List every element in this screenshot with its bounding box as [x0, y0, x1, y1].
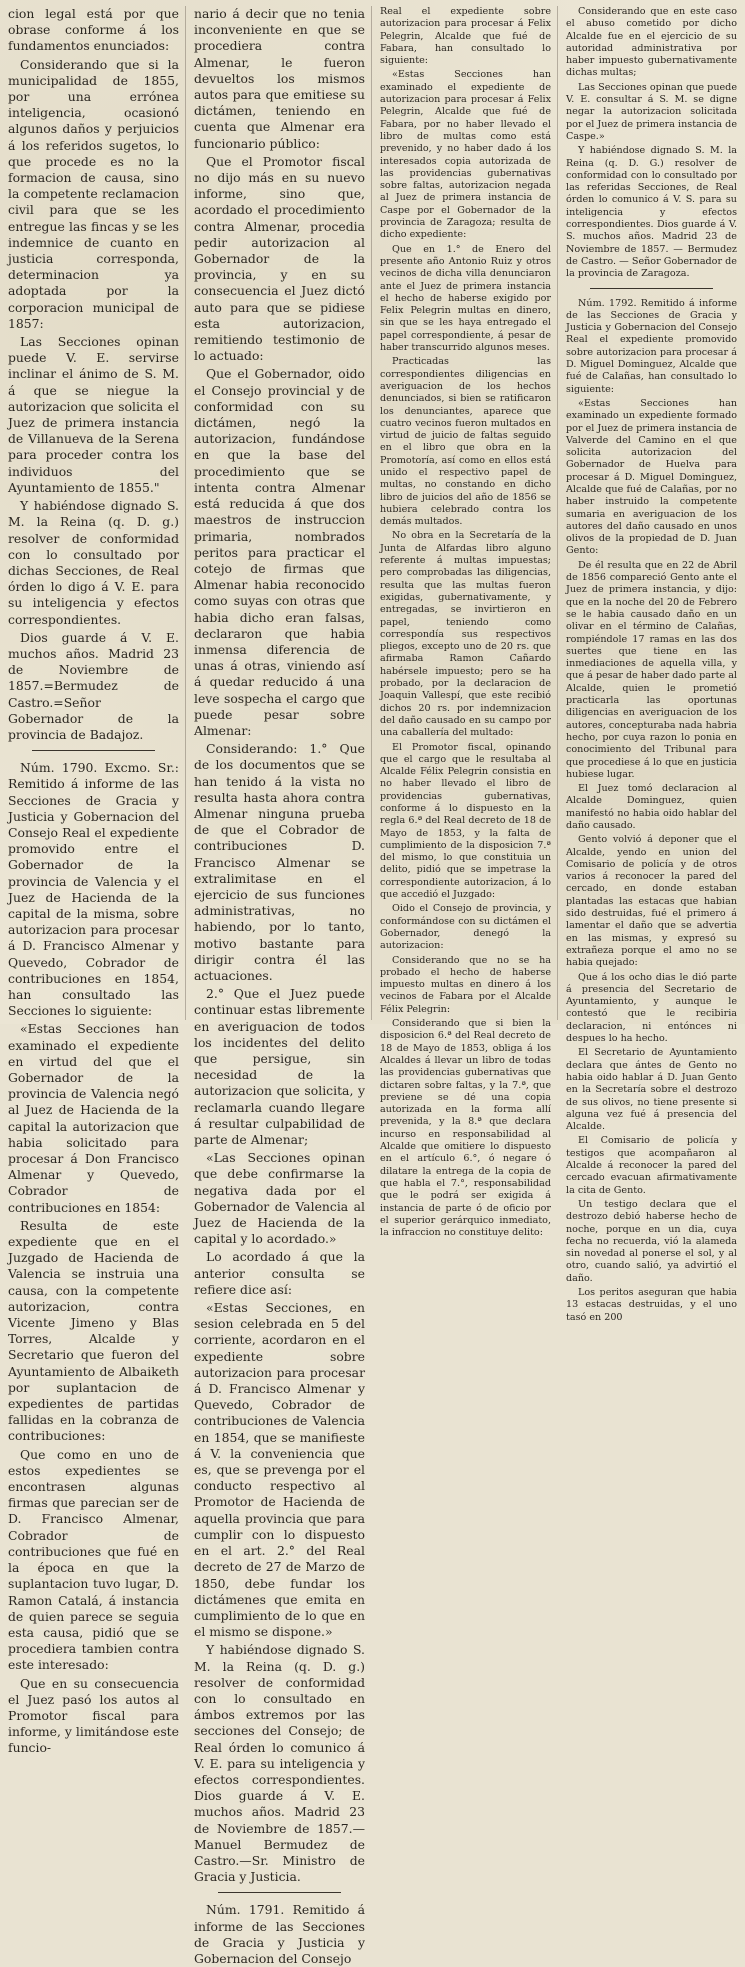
- paragraph: Núm. 1792. Remitido á informe de las Secciones de Gracia y Justicia y Gobernacion del Consejo Real el expediente promovido sobre autorizacion para procesar á D. Miguel Dominguez, Alcalde que fué de Calañas, han consultado lo siguiente:: [566, 297, 737, 395]
- paragraph: cion legal está por que obrase conforme á los fundamentos enunciados:: [8, 6, 179, 54]
- paragraph: Que en 1.° de Enero del presente año Antonio Ruiz y otros vecinos de dicha villa denunciaron ante el Juez de primera instancia el hecho de haberse exigido por Felix Pelegrin multas en dinero, sin que se les haya entregado el papel correspondiente, á pesar de haber transcurrido algunos meses.: [380, 243, 551, 354]
- paragraph: Que el Gobernador, oido el Consejo provincial y de conformidad con su dictámen, negó la autorizacion, fundándose en que la base del procedimiento que se intenta contra Almenar está reducida á que dos maestros de instruccion primaria, nombrados peritos para practicar el cotejo de firmas que Almenar habia reconocido como suyas con otras que habia dicho eran falsas, declararon que habia inmensa diferencia de unas á otras, viniendo así á quedar reducido á una leve sospecha el cargo que puede pesar sobre Almenar:: [194, 366, 365, 738]
- paragraph: Gento volvió á deponer que el Alcalde, yendo en union del Comisario de policía y de otros varios á reconocer la pared del cercado, en donde estaban plantadas las estacas que habian sido destruidas, fué el primero á lamentar el daño que se advertia en las mismas, y expresó su extrañeza porque el amo no se habia quejado:: [566, 834, 737, 969]
- paragraph: Resulta de este expediente que en el Juzgado de Hacienda de Valencia se instruia una causa, con la competente autorizacion, contra Vicente Jimeno y Blas Torres, Alcalde y Secretario que fueron del Ayuntamiento de Albaiketh por suplantacion de expedientes de partidas fallidas en la cobranza de contribuciones:: [8, 1217, 179, 1444]
- paragraph: Dios guarde á V. E. muchos años. Madrid 23 de Noviembre de 1857.=Bermudez de Castro.=Señor Gobernador de la provincia de Badajoz.: [8, 629, 179, 742]
- paragraph: Lo acordado á que la anterior consulta se refiere dice así:: [194, 1249, 365, 1297]
- paragraph: El Secretario de Ayuntamiento declara que ántes de Gento no habia oido hablar á D. Juan Gento en la Secretaría sobre el destrozo de sus olivos, no tiene presente si alguna vez fué á presencia del Alcalde.: [566, 1047, 737, 1133]
- paragraph: «Estas Secciones han examinado un expediente formado por el Juez de primera instancia de Valverde del Camino en el que solicita autorizacion del Gobernador de Huelva para procesar á D. Miguel Dominguez, Alcalde que fué de Calañas, por no haber instruido la competente sumaria en averiguacion de los autores del daño causado en unos olivos de la propiedad de D. Juan Gento:: [566, 397, 737, 557]
- paragraph: Practicadas las correspondientes diligencias en averiguacion de los hechos denunciados, si bien se ratificaron los denunciantes, aparece que cuatro vecinos fueron multados en virtud de juicio de faltas seguido en el libro que obra en la Promotoría, así como en ellos está unido el respectivo papel de multas, no constando en dicho libro de juicios del año de 1856 se hubiera celebrado contra los demás multados.: [380, 356, 551, 528]
- paragraph: Considerando que no se ha probado el hecho de haberse impuesto multas en dinero á los vecinos de Fabara por el Alcalde Félix Pelegrin:: [380, 954, 551, 1015]
- paragraph: Y habiéndose dignado S. M. la Reina (q. D. G.) resolver de conformidad con lo consultado por las referidas Secciones, de Real órden lo comunico á V. S. para su inteligencia y efectos correspondientes. Dios guarde á V. S. muchos años. Madrid 23 de Noviembre de 1857. — Bermudez de Castro. — Señor Gobernador de la provincia de Zaragoza.: [566, 145, 737, 280]
- paragraph: No obra en la Secretaría de la Junta de Alfardas libro alguno referente á multas impuestas; pero comprobadas las diligencias, resulta que las multas fueron exigidas, gubernativamente, y entregadas, se invirtieron en papel, teniendo como correspondía sus respectivos pliegos, excepto uno de 20 rs. que afirmaba Ramon Cañardo habérsele impuesto; pero se ha probado, por la declaracion de Joaquin Vallespí, que este recibió dichos 20 rs. por indemnizacion del daño causado en su campo por una caballería del multado:: [380, 530, 551, 739]
- paragraph: «Estas Secciones han examinado el expediente en virtud del que el Gobernador de la provincia de Valencia negó al Juez de Hacienda de la capital la autorizacion que habia solicitado para procesar á Don Francisco Almenar y Quevedo, Cobrador de contribuciones en 1854:: [8, 1021, 179, 1215]
- paragraph: Considerando que en este caso el abuso cometido por dicho Alcalde fue en el ejercicio de su autoridad administrativa por haber impuesto gubernativamente dichas multas;: [566, 6, 737, 79]
- paragraph: El Comisario de policía y testigos que acompañaron al Alcalde á reconocer la pared del cercado evacuan afirmativamente la cita de Gento.: [566, 1135, 737, 1196]
- paragraph: Y habiéndose dignado S. M. la Reina (q. D. g.) resolver de conformidad con lo consultado por dichas Secciones, de Real órden lo digo á V. E. para su inteligencia y efectos correspondientes.: [8, 498, 179, 627]
- paragraph: Que en su consecuencia el Juez pasó los autos al Promotor fiscal para informe, y limitándose este funcio-: [8, 1675, 179, 1756]
- paragraph: De él resulta que en 22 de Abril de 1856 compareció Gento ante el Juez de primera instancia, y dijo: que en la noche del 20 de Febrero se le habia causado daño en un olivar en el término de Calañas, rompiéndole 17 ramas en las dos suertes que tiene en las inmediaciones de aquella villa, y que á pesar de haber dado parte al Alcalde, quien le prometió practicarla las oportunas diligencias en averiguacion de los autores, concepturaba nada habria hecho, por cuya razon lo ponia en conocimiento del Tribunal para que procediese á lo que en justicia hubiese lugar.: [566, 559, 737, 780]
- paragraph: 2.° Que el Juez puede continuar estas libremente en averiguacion de todos los incidentes del delito que persigue, sin necesidad de la autorizacion que solicita, y reclamarla cuando llegare á resultar culpabilidad de parte de Almenar;: [194, 986, 365, 1148]
- paragraph: Los peritos aseguran que habia 13 estacas destruidas, y el uno tasó en 200: [566, 1286, 737, 1323]
- section-divider: [218, 1892, 341, 1893]
- paragraph: Considerando: 1.° Que de los documentos que se han tenido á la vista no resulta hasta ahora contra Almenar ninguna prueba de que el Cobrador de contribuciones D. Francisco Almenar se extralimitase en el ejercicio de sus funciones administrativas, no habiendo, por lo tanto, motivo bastante para dirigir contra él las actuaciones.: [194, 741, 365, 983]
- paragraph: nario á decir que no tenia inconveniente en que se procediera contra Almenar, le fueron devueltos los mismos autos para que emitiese su dictámen, teniendo en cuenta que Almenar era funcionario público:: [194, 6, 365, 151]
- paragraph: El Juez tomó declaracion al Alcalde Dominguez, quien manifestó no habia oido hablar del daño causado.: [566, 783, 737, 831]
- paragraph: Real el expediente sobre autorizacion para procesar á Felix Pelegrin, Alcalde que fué de Fabara, han consultado lo siguiente:: [380, 6, 551, 67]
- paragraph: Considerando que si bien la disposicion 6.ª del Real decreto de 18 de Mayo de 1853, obliga á los Alcaldes á llevar un libro de todas las providencias gubernativas que dictaren sobre faltas, y la 7.ª, que previene se dé una copia autorizada en la forma allí prevenida, y la 8.ª que declara incurso en responsabilidad al Alcalde que omitiere lo dispuesto en el artículo 6.°, ó negare ó dilatare la entrega de la copia de que habla el 7.°, responsabilidad que le podrá ser exigida á instancia de parte ó de oficio por el superior gerárquico inmediato, la infraccion no constituye delito:: [380, 1018, 551, 1239]
- paragraph: Núm. 1791. Remitido á informe de las Secciones de Gracia y Justicia y Gobernacion del Consejo: [194, 1902, 365, 1966]
- paragraph: Núm. 1790. Excmo. Sr.: Remitido á informe de las Secciones de Gracia y Justicia y Gobernacion del Consejo Real el expediente promovido entre el Gobernador de la provincia de Valencia y el Juez de Hacienda de la capital de la misma, sobre autorizacion para procesar á D. Francisco Almenar y Quevedo, Cobrador de contribuciones en 1854, han consultado las Secciones lo siguiente:: [8, 760, 179, 1019]
- paragraph: Que á los ocho dias le dió parte á presencia del Secretario de Ayuntamiento, y aunque le contestó que le recibiria declaracion, ni entónces ni despues lo ha hecho.: [566, 971, 737, 1045]
- column-3: [380, 6, 558, 1239]
- paragraph: Que como en uno de estos expedientes se encontrasen algunas firmas que parecian ser de D. Francisco Almenar, Cobrador de contribuciones que fué en la época en que la suplantacion tuvo lugar, D. Ramon Catalá, á instancia de quien parece se seguia esta causa, pidió que se procediera tambien contra este interesado:: [8, 1446, 179, 1673]
- paragraph: Un testigo declara que el destrozo debió haberse hecho de noche, porque en un dia, cuya fecha no recuerda, vió la alameda sin novedad al ponerse el sol, y al otro, cuando salió, ya advirtió el daño.: [566, 1198, 737, 1284]
- section-divider: [590, 288, 713, 289]
- paragraph: «Estas Secciones, en sesion celebrada en 5 del corriente, acordaron en el expediente sobre autorizacion para procesar á D. Francisco Almenar y Quevedo, Cobrador de contribuciones de Valencia en 1854, que se manifieste á V. la conveniencia que es, que se prevenga por el conducto respectivo al Promotor de Hacienda de aquella provincia que para cumplir con lo dispuesto en el art. 2.° del Real decreto de 27 de Marzo de 1850, debe fundar los dictámenes que emita en cumplimiento de lo que en el mismo se dispone.»: [194, 1300, 365, 1640]
- column-4: [566, 6, 737, 1323]
- paragraph: Considerando que si la municipalidad de 1855, por una errónea inteligencia, ocasionó algunos daños y perjuicios á los referidos sugetos, lo que procede es no la formacion de causa, sino la competente reclamacion civil para que se les entregue las fincas y se les indemnice de cuanto en justicia corresponda, determinacion ya adoptada por la corporacion municipal de 1857:: [8, 56, 179, 331]
- section-divider: [32, 750, 155, 751]
- paragraph: Oido el Consejo de provincia, y conformándose con su dictámen el Gobernador, denegó la autorizacion:: [380, 903, 551, 952]
- paragraph: «Estas Secciones han examinado el expediente de autorizacion para procesar á Felix Pelegrin, Alcalde que fué de Fabara, por no haber llevado el libro de multas como está prevenido, y no haber dado á los interesados copia autorizada de las providencias gubernativas sobre faltas, autorizacion negada al Juez de primera instancia de Caspe por el Gobernador de la provincia de Zaragoza; resulta de dicho expediente:: [380, 69, 551, 241]
- column-2: [194, 6, 372, 1966]
- paragraph: Las Secciones opinan puede V. E. servirse inclinar el ánimo de S. M. á que se niegue la autorizacion que solicita el Juez de primera instancia de Villanueva de la Serena para proceder contra los individuos del Ayuntamiento de 1855.": [8, 334, 179, 495]
- paragraph: «Las Secciones opinan que debe confirmarse la negativa dada por el Gobernador de Valencia al Juez de Hacienda de la capital y lo acordado.»: [194, 1150, 365, 1247]
- paragraph: Las Secciones opinan que puede V. E. consultar á S. M. se digne negar la autorizacion solicitada por el Juez de primera instancia de Caspe.»: [566, 81, 737, 142]
- paragraph: El Promotor fiscal, opinando que el cargo que le resultaba al Alcalde Félix Pelegrin consistia en no haber llevado el libro de providencias gubernativas, conforme á lo dispuesto en la regla 6.ª del Real decreto de 18 de Mayo de 1853, y la falta de cumplimiento de la disposicion 7.ª del mismo, lo que constituia un delito, pidió que se impetrase la correspondiente autorizacion, á lo que accedió el Juzgado:: [380, 741, 551, 901]
- paragraph: Que el Promotor fiscal no dijo más en su nuevo informe, sino que, acordado el procedimiento contra Almenar, procedia pedir autorizacion al Gobernador de la provincia, y en su consecuencia el Juez dictó auto para que se pidiese esta autorizacion, remitiendo testimonio de lo actuado:: [194, 153, 365, 364]
- paragraph: Y habiéndose dignado S. M. la Reina (q. D. g.) resolver de conformidad con lo consultado en ámbos extremos por las secciones del Consejo; de Real órden lo comunico á V. E. para su inteligencia y efectos correspondientes. Dios guarde á V. E. muchos años. Madrid 23 de Noviembre de 1857.—Manuel Bermudez de Castro.—Sr. Ministro de Gracia y Justicia.: [194, 1642, 365, 1885]
- column-1: [8, 6, 186, 1756]
